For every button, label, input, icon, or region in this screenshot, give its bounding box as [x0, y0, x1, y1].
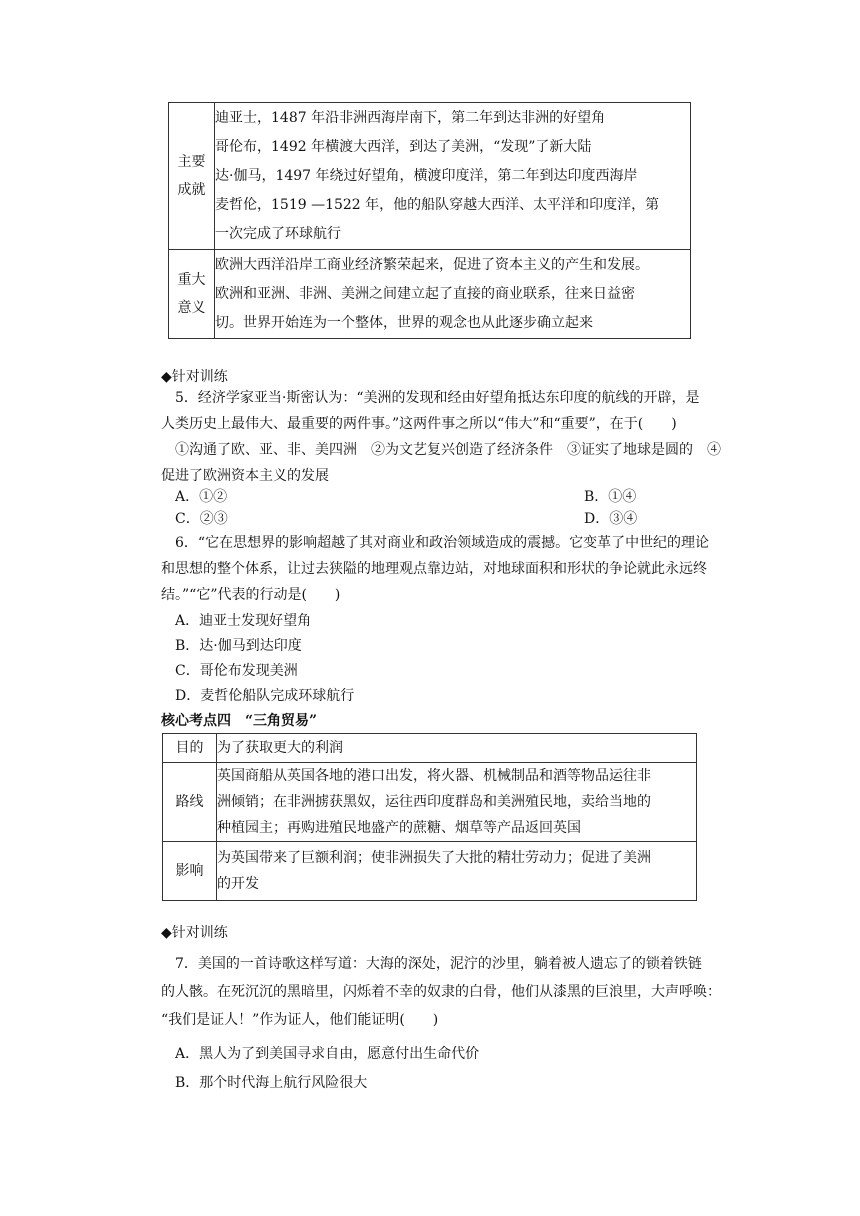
- row-label-line: 意义: [177, 300, 206, 316]
- text-line: 切。世界开始连为一个整体，世界的观念也从此逐步确立起来: [215, 314, 593, 331]
- option-d[interactable]: D．③④: [584, 511, 638, 527]
- question-7: [161, 950, 721, 1034]
- question-text: 人类历史上最伟大、最重要的两件事。”这两件事之所以“伟大”和“重要”，在于( ): [161, 416, 677, 432]
- question-6: [161, 530, 710, 608]
- text-line: 欧洲和亚洲、非洲、美洲之间建立起了直接的商业联系，往来日益密: [215, 285, 635, 302]
- table-row: [169, 103, 691, 250]
- triangle-trade-table: [162, 733, 697, 901]
- impact-content: [217, 842, 697, 901]
- question-text: 促进了欧洲资本主义的发展: [161, 468, 329, 484]
- text-line: 为了获取更大的利润: [217, 740, 343, 756]
- achievements-content: [215, 103, 691, 250]
- question-text: 和思想的整个体系，让过去狭隘的地理观点靠边站，对地球面积和形状的争论就此永远终: [161, 561, 707, 577]
- text-line: 哥伦布，1492 年横渡大西洋，到达了美洲，“发现”了新大陆: [215, 138, 592, 155]
- table-row: [163, 842, 697, 901]
- option-c[interactable]: C．②③: [175, 511, 228, 527]
- option-a[interactable]: A．黑人为了到美国寻求自由，愿意付出生命代价: [175, 1046, 480, 1062]
- option-b[interactable]: B．达·伽马到达印度: [175, 638, 302, 654]
- question-text: “我们是证人！”作为证人，他们能证明( ): [161, 1012, 439, 1028]
- section-heading: 核心考点四 “三角贸易”: [161, 713, 318, 729]
- table-row: [169, 250, 691, 339]
- option-c[interactable]: C．哥伦布发现美洲: [175, 663, 298, 679]
- option-a[interactable]: A．迪亚士发现好望角: [175, 613, 312, 629]
- text-line: 迪亚士，1487 年沿非洲西海岸南下，第二年到达非洲的好望角: [215, 109, 606, 126]
- row-label-route: 路线: [163, 763, 217, 842]
- question-5: [161, 385, 721, 489]
- question-text: 6．“它在思想界的影响超越了其对商业和政治领域造成的震撼。它变革了中世纪的理论: [175, 535, 710, 551]
- row-label-line: 重大: [177, 272, 206, 288]
- question-text: ①沟通了欧、亚、非、美四洲 ②为文艺复兴创造了经济条件 ③证实了地球是圆的 ④: [175, 442, 721, 458]
- table-row: [163, 763, 697, 842]
- text-line: 达·伽马，1497 年绕过好望角，横渡印度洋，第二年到达印度西海岸: [215, 167, 638, 184]
- row-label-significance: [169, 250, 215, 339]
- purpose-content: [217, 734, 697, 763]
- option-b[interactable]: B．那个时代海上航行风险很大: [175, 1075, 368, 1091]
- question-text: 的人骸。在死沉沉的黑暗里，闪烁着不幸的奴隶的白骨，他们从漆黑的巨浪里，大声呼唤：: [161, 984, 721, 1000]
- question-text: 结。”“它”代表的行动是( ): [161, 587, 341, 603]
- row-label-line: 主要: [177, 154, 206, 170]
- training-heading: ◆针对训练: [161, 369, 228, 385]
- text-line: 为英国带来了巨额利润；使非洲损失了大批的精壮劳动力；促进了美洲: [217, 850, 651, 866]
- text-line: 欧洲大西洋沿岸工商业经济繁荣起来，促进了资本主义的产生和发展。: [215, 256, 649, 273]
- option-b[interactable]: B．①④: [584, 489, 637, 505]
- option-d[interactable]: D．麦哲伦船队完成环球航行: [175, 688, 355, 704]
- row-label-achievements: [169, 103, 215, 250]
- question-text: 7．美国的一首诗歌这样写道：大海的深处，泥泞的沙里，躺着被人遗忘了的锁着铁链: [175, 956, 702, 972]
- route-content: [217, 763, 697, 842]
- text-line: 种植园主；再购进殖民地盛产的蔗糖、烟草等产品返回英国: [217, 820, 581, 836]
- training-heading: ◆针对训练: [161, 925, 228, 941]
- row-label-impact: 影响: [163, 842, 217, 901]
- row-label-purpose: 目的: [163, 734, 217, 763]
- table-row: [163, 734, 697, 763]
- achievements-table: [168, 102, 691, 339]
- text-line: 洲倾销；在非洲掳获黑奴，运往西印度群岛和美洲殖民地，卖给当地的: [217, 794, 651, 810]
- text-line: 英国商船从英国各地的港口出发，将火器、机械制品和酒等物品运往非: [217, 768, 651, 784]
- option-a[interactable]: A．①②: [175, 489, 228, 505]
- text-line: 麦哲伦，1519 —1522 年，他的船队穿越大西洋、太平洋和印度洋，第: [215, 196, 660, 213]
- significance-content: [215, 250, 691, 339]
- row-label-line: 成就: [177, 182, 206, 198]
- text-line: 的开发: [217, 876, 259, 892]
- text-line: 一次完成了环球航行: [215, 225, 341, 242]
- question-text: 5．经济学家亚当·斯密认为：“美洲的发现和经由好望角抵达东印度的航线的开辟，是: [175, 390, 700, 406]
